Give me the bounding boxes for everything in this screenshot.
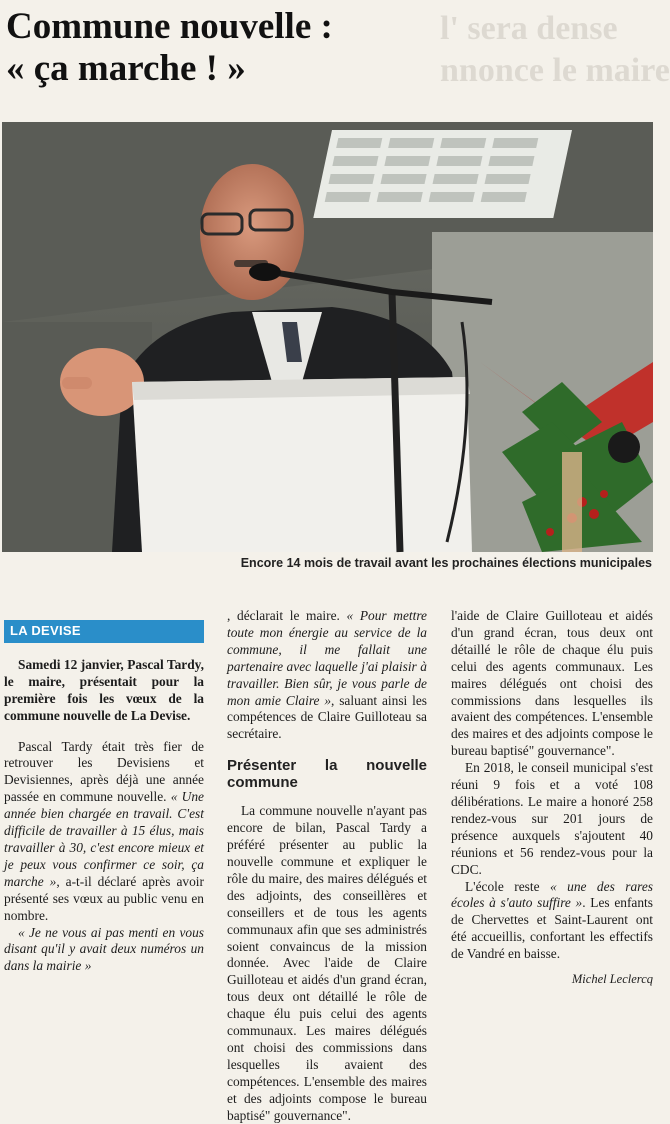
- photo-caption: Encore 14 mois de travail avant les prochaines élections municipales: [240, 556, 652, 570]
- paragraph-1: Pascal Tardy était très fier de retrouver les Devisiens et Devisiennes, après déjà une année passée en commune nouvelle. « Une année bien chargée en travail. C'est difficile de travailler à 15 élus, mais travailler à 30, c'est encore mieux et je peux vous confirmer ce soir, ça marche », a-t-il déclaré après avoir présenté ses vœux au public venu en nombre.: [4, 738, 204, 923]
- article-photo: [2, 122, 653, 552]
- paragraph-3: La commune nouvelle n'ayant pas encore de bilan, Pascal Tardy a préféré présenter au public la nouvelle commune et expliquer le rôle du maire, des maires délégués et des adjoints, des conseillères et conseillers et de tous les agents communaux afin que ses administrés soient convaincus de la mission donnée. Avec l'aide de Claire Guilloteau et aidés d'un grand écran, tous deux ont détaillé le rôle de chaque élu puis celui des agents communaux. Les maires délégués ont choisi des commissions dans lesquelles ils avaient des compétences. L'ensemble des maires et des adjoints compose le bureau baptisé" gouvernance".: [227, 803, 427, 1123]
- section-kicker: LA DEVISE: [4, 620, 204, 643]
- subheading: Présenter la nouvelle commune: [227, 757, 427, 792]
- article-column-2: [227, 608, 427, 1123]
- article-column-3: [451, 608, 653, 988]
- article-column-1: [4, 620, 204, 975]
- paragraph-3-continued: l'aide de Claire Guilloteau et aidés d'un grand écran, tous deux ont détaillé le rôle de chaque élu puis celui des agents communaux. Les maires délégués ont choisi des commissions dans lesquelles ils avaient des compétences. L'ensemble des maires et des adjoints compose le bureau baptisé" gouvernance".: [451, 608, 653, 759]
- author-signature: Michel Leclercq: [571, 972, 653, 987]
- bleed-line-1: l' sera dense: [440, 10, 618, 47]
- bleed-through-text: [440, 8, 670, 104]
- paragraph-5: L'école reste « une des rares écoles à s'auto suffire ». Les enfants de Chervettes et Saint-Laurent ont été accueillis, confortant les effectifs de Vandré en baisse.: [451, 878, 654, 962]
- headline-line-2: « ça marche ! »: [6, 48, 246, 89]
- headline-line-1: Commune nouvelle :: [6, 6, 333, 47]
- paragraph-4: En 2018, le conseil municipal s'est réuni 9 fois et a voté 108 délibérations. Le maire a honoré 258 rendez-vous sur 201 jours de présence auxquels s'ajoutent 40 réunions et 56 rendez-vous pour la CDC.: [451, 760, 653, 877]
- paragraph-2a: « Je ne vous ai pas menti en vous disant qu'il y avait deux numéros un dans la mairie »: [4, 924, 204, 974]
- article-lead: Samedi 12 janvier, Pascal Tardy, le maire, présentait pour la première fois les vœux de la commune nouvelle de La Devise.: [4, 656, 204, 723]
- bleed-line-2: nnonce le maire: [440, 52, 670, 89]
- paragraph-2b: , déclarait le maire. « Pour mettre toute mon énergie au service de la commune, il me fallait une partenaire avec laquelle j'ai plaisir à travailler. Bien sûr, je vous parle de mon amie Claire », saluant ainsi les compétences de Claire Guilloteau sa secrétaire.: [227, 608, 427, 742]
